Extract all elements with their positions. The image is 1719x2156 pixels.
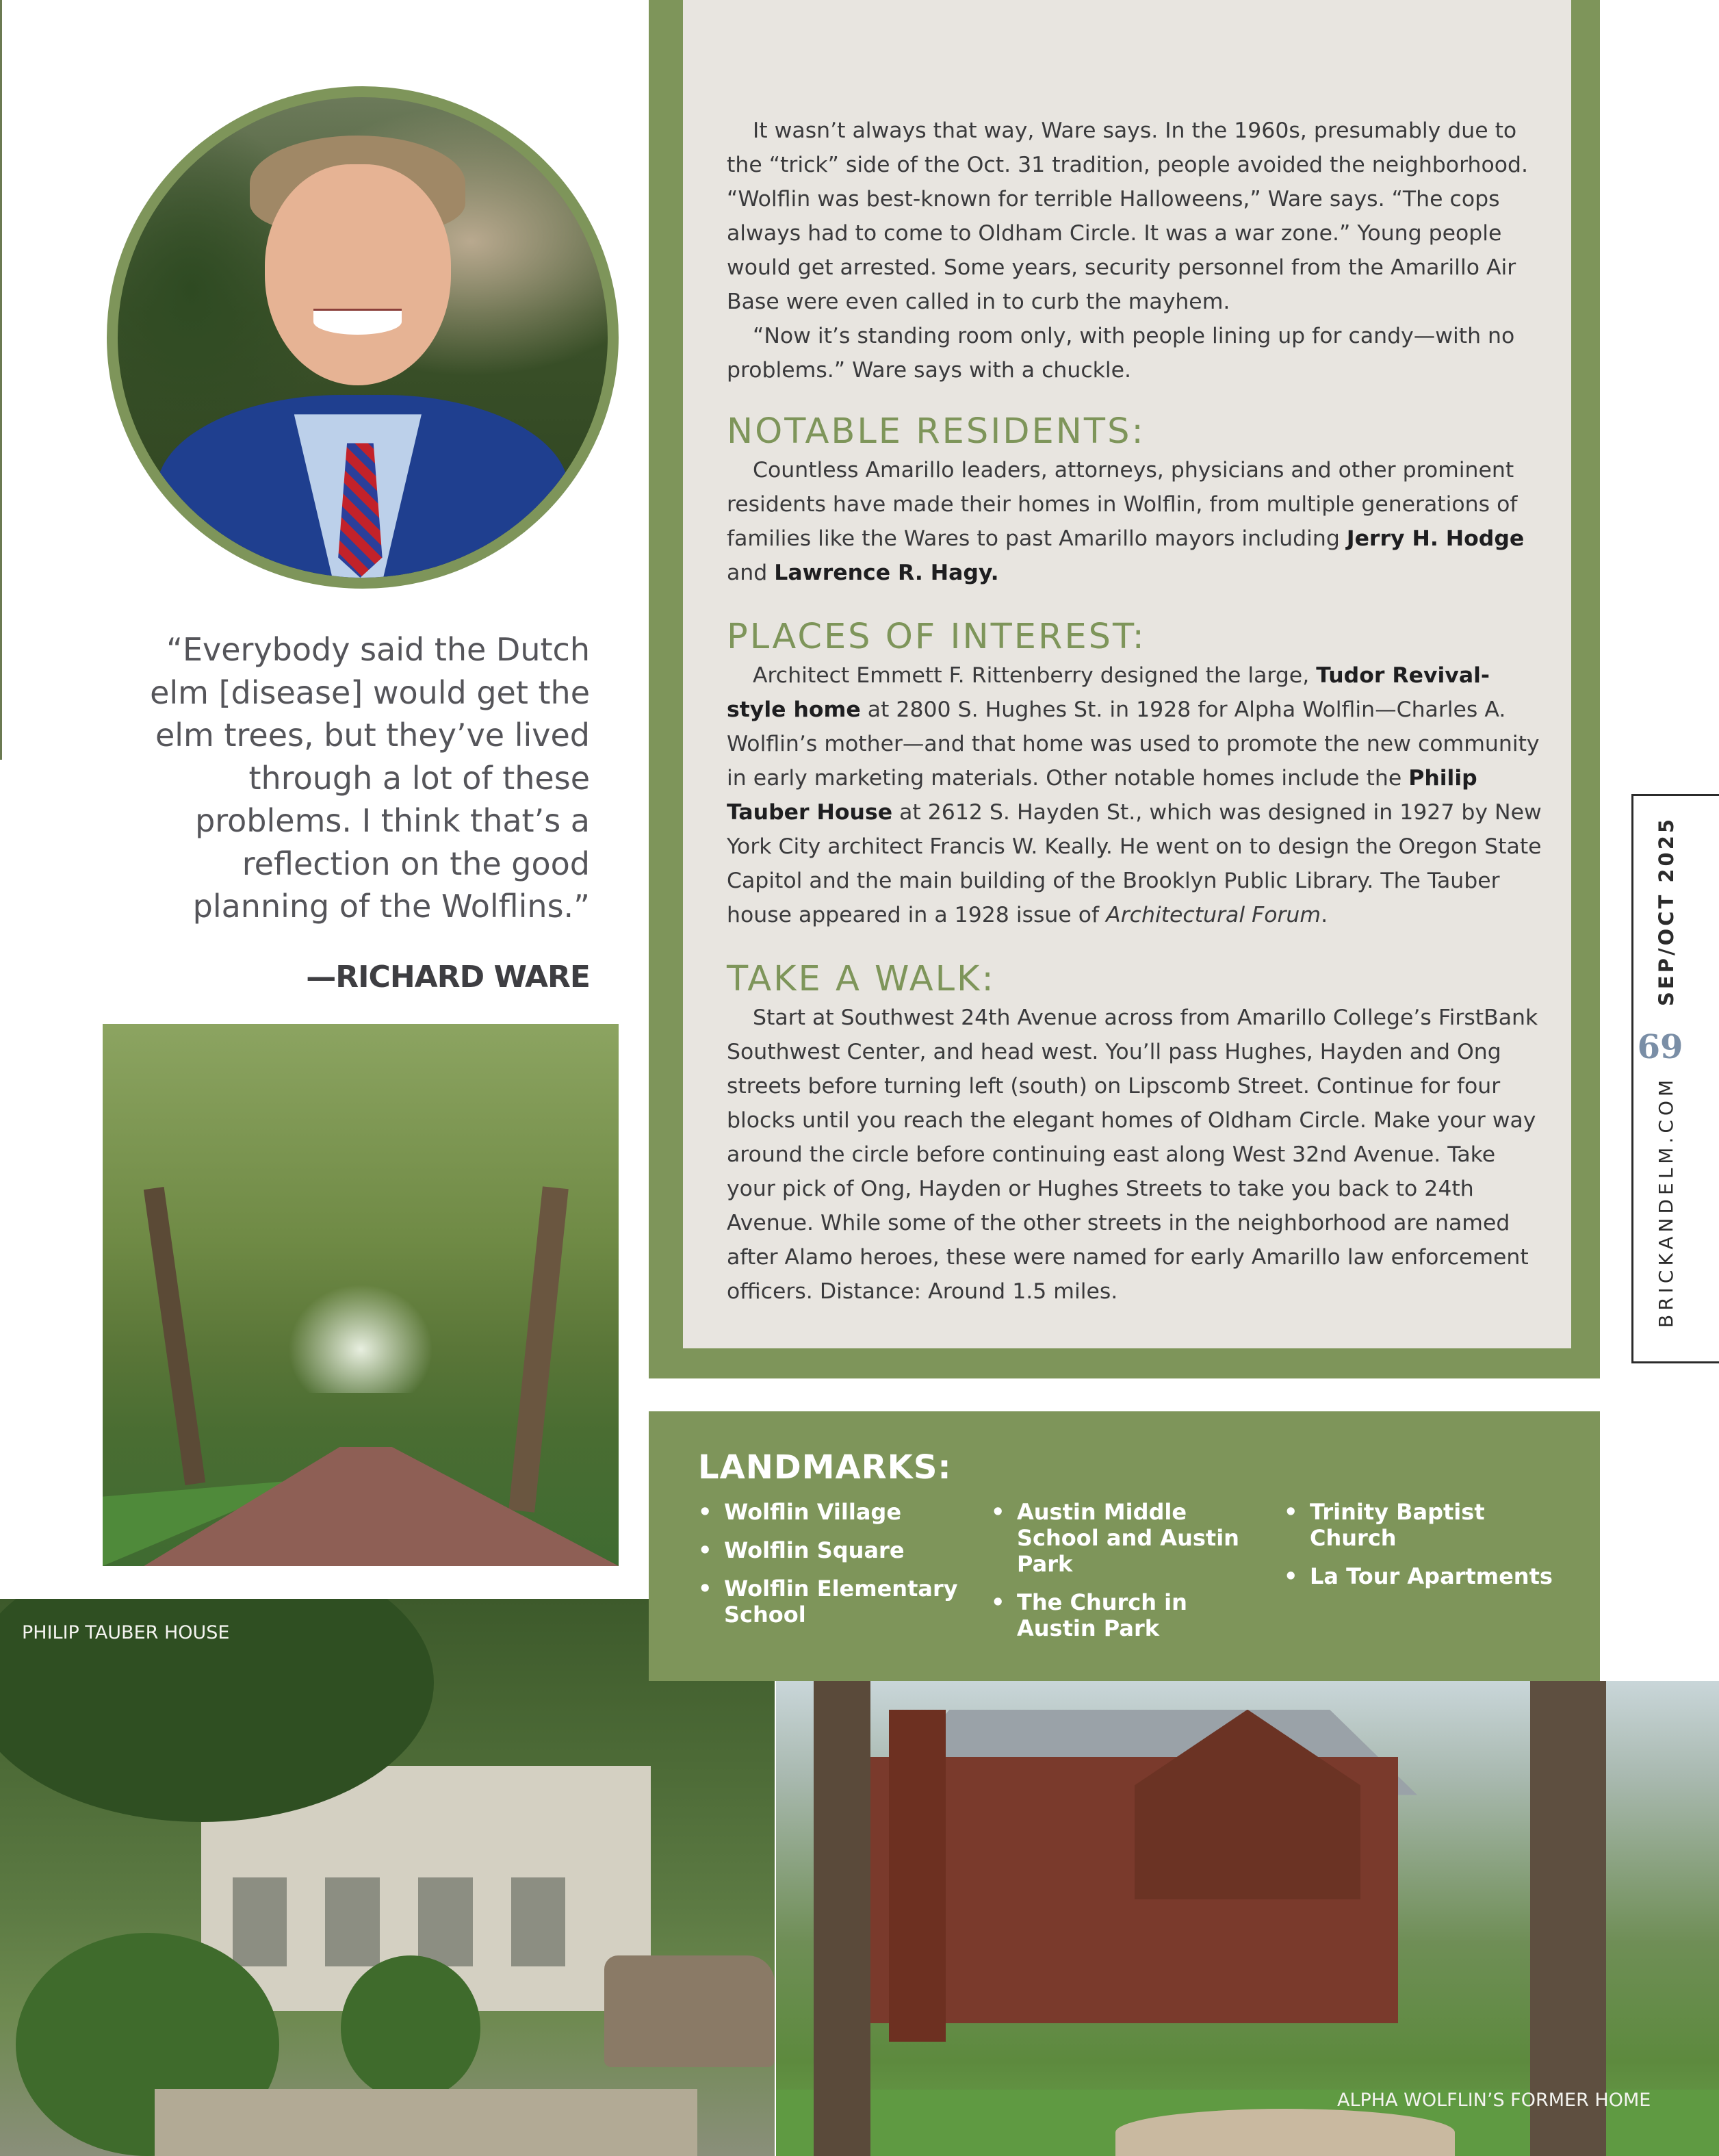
portrait-face [265, 164, 451, 385]
tauber-house-window [325, 1877, 379, 1966]
tree-lined-street-photo [103, 1024, 619, 1566]
text-run: at 2612 S. Hayden St., which was designed in 1927 by New York City architect Francis W. Keally. He went on to design the Oregon State Capitol and the main building of the Brooklyn Public Library. The Tauber house appeared in a 1928 issue of [727, 800, 1542, 927]
text-run: Countless Amarillo leaders, attorneys, physicians and other prominent residents have made their homes in Wolflin, from multiple generations of families like the Wares to past Amarillo mayors including [727, 458, 1518, 551]
tree-photo-sky [288, 1284, 432, 1392]
landmarks-title: LANDMARKS: [698, 1448, 952, 1487]
tauber-house-window [418, 1877, 472, 1966]
tauber-photo-truck [604, 1955, 775, 2067]
wolflin-photo-tree-trunk [814, 1681, 870, 2156]
bold-text: Tudor Revival-style home [727, 663, 1490, 722]
landmark-item: • Trinity Baptist Church [1284, 1499, 1571, 1551]
pull-quote-attribution: —RICHARD WARE [306, 960, 590, 994]
text-run: and [727, 561, 775, 585]
notable-residents-paragraph [727, 453, 1545, 590]
section-heading-notable-residents: NOTABLE RESIDENTS: [727, 411, 1146, 452]
portrait-smile [313, 309, 402, 335]
tree-photo-trunk [144, 1187, 205, 1485]
pull-quote: “Everybody said the Dutch elm [disease] would get the elm trees, but they’ve lived through a lot of these problems. I think that’s a reflection on the good planning of the Wolflins.” [150, 631, 590, 925]
page-number: 69 [1637, 1028, 1683, 1066]
landmark-item: • Austin Middle School and Austin Park [991, 1499, 1265, 1577]
text-run: . [1321, 903, 1328, 927]
bold-name: Lawrence R. Hagy. [774, 561, 999, 585]
portrait-photo-richard-ware [107, 86, 619, 589]
article-paragraph: “Now it’s standing room only, with people lining up for candy—with no problems.” Ware says with a chuckle. [727, 324, 1515, 383]
text-run: Architect Emmett F. Rittenberry designed the large, [753, 663, 1317, 688]
philip-tauber-house-photo [0, 1599, 775, 2156]
tauber-house-window [233, 1877, 287, 1966]
landmark-item: • The Church in Austin Park [991, 1589, 1265, 1641]
section-heading-take-a-walk: TAKE A WALK: [727, 959, 996, 999]
wolflin-home-chimney [889, 1710, 946, 2042]
landmark-item: • Wolflin Elementary School [698, 1576, 958, 1628]
landmarks-list-column [1284, 1499, 1571, 1602]
article-body [727, 114, 1545, 1309]
tauber-house-window [511, 1877, 565, 1966]
tree-photo-trunk [509, 1186, 569, 1513]
tauber-photo-driveway [155, 2089, 697, 2156]
bold-text: Philip Tauber House [727, 766, 1477, 825]
italic-text: Architectural Forum [1106, 903, 1321, 927]
article-paragraph: It wasn’t always that way, Ware says. In the 1960s, presumably due to the “trick” side of the Oct. 31 tradition, people avoided the neighborhood. “Wolflin was best-known for terrible Halloweens,” Ware says. “The cops always had to come to Oldham Circle. It was a war zone.” Young people would get arrested. Some years, security personnel from the Amarillo Air Base were even called in to curb the mayhem. [727, 118, 1528, 314]
places-of-interest-paragraph [727, 658, 1545, 932]
section-heading-places-of-interest: PLACES OF INTEREST: [727, 617, 1146, 657]
text-run: at 2800 S. Hughes St. in 1928 for Alpha Wolflin—Charles A. Wolflin’s mother—and that home was used to promote the new community in early marketing materials. Other notable homes include the [727, 697, 1540, 791]
bold-name: Jerry H. Hodge [1346, 526, 1525, 551]
website-url: BRICKANDELM.COM [1655, 1075, 1677, 1328]
take-a-walk-paragraph: Start at Southwest 24th Avenue across from Amarillo College’s FirstBank Southwest Center, and head west. You’ll pass Hughes, Hayden and Ong streets before turning left (south) on Lipscomb Street. Continue for four blocks until you reach the elegant homes of Oldham Circle. Make your way around the circle before continuing east along West 32nd Avenue. Take your pick of Ong, Hayden or Hughes Streets to take you back to 24th Avenue. While some of the other streets in the neighborhood are named after Alamo heroes, these were named for early Amarillo law enforcement officers. Distance: Around 1.5 miles. [727, 1005, 1538, 1304]
landmark-item: • La Tour Apartments [1284, 1563, 1571, 1589]
left-margin-strip [0, 0, 2, 760]
landmarks-list-column [698, 1499, 958, 1640]
photo-caption-wolflin: ALPHA WOLFLIN’S FORMER HOME [1337, 2090, 1651, 2111]
landmarks-box [649, 1411, 1600, 1681]
issue-date: SEP/OCT 2025 [1655, 816, 1678, 1006]
landmark-item: • Wolflin Square [698, 1537, 958, 1563]
alpha-wolflin-home-photo [776, 1681, 1719, 2156]
wolflin-photo-path [1115, 2109, 1455, 2156]
tauber-photo-bush [341, 1955, 480, 2101]
landmarks-list-column [991, 1499, 1265, 1654]
photo-caption-tauber: PHILIP TAUBER HOUSE [22, 1622, 230, 1643]
landmark-item: • Wolflin Village [698, 1499, 958, 1525]
wolflin-photo-tree-trunk [1530, 1681, 1605, 2156]
